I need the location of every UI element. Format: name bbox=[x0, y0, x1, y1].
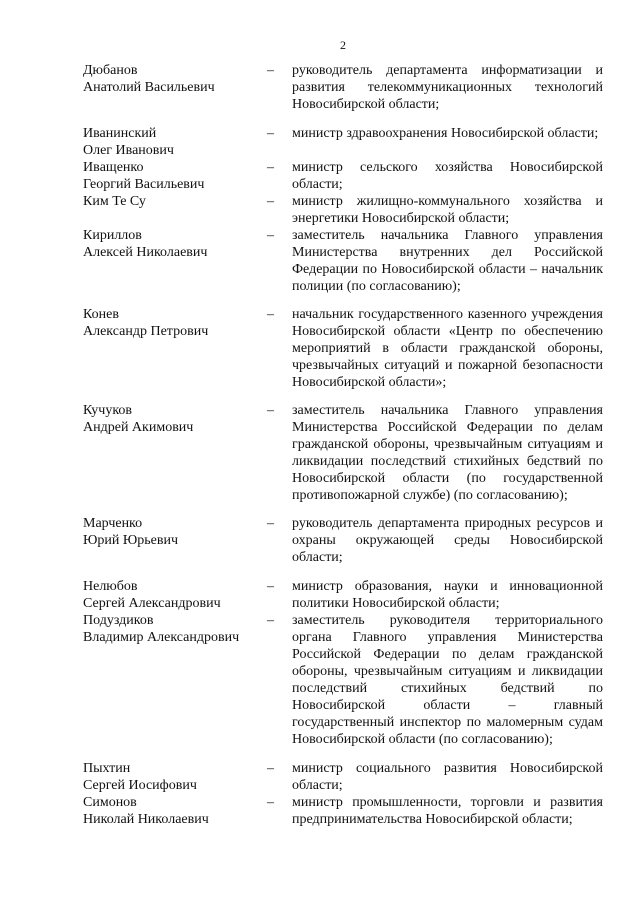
member-entry bbox=[83, 578, 603, 612]
member-position: министр социального развития Новосибирской области; bbox=[292, 761, 603, 793]
member-given-names: Анатолий Васильевич bbox=[83, 80, 215, 95]
member-surname: Иванинский bbox=[83, 126, 157, 141]
member-given-names: Николай Николаевич bbox=[83, 812, 209, 827]
member-position: министр здравоохранения Новосибирской области; bbox=[292, 126, 599, 141]
member-entry bbox=[83, 62, 603, 113]
member-given-names: Алексей Николаевич bbox=[83, 245, 208, 260]
member-given-names: Андрей Акимович bbox=[83, 420, 194, 435]
member-position: министр образования, науки и инновационной политики Новосибирской области; bbox=[292, 579, 603, 611]
separator-dash: – bbox=[267, 307, 274, 322]
member-given-names: Сергей Иосифович bbox=[83, 778, 197, 793]
separator-dash: – bbox=[267, 795, 274, 810]
member-entry bbox=[83, 159, 603, 193]
member-name bbox=[83, 193, 264, 210]
member-name bbox=[83, 578, 264, 612]
member-name bbox=[83, 62, 264, 96]
member-position: заместитель начальника Главного управления Министерства Российской Федерации по делам гражданской обороны, чрезвычайным ситуациям и ликвидации последствий стихийных бедствий по Новосибирской области (по государственной противопожарной службе) (по согласованию); bbox=[292, 403, 603, 503]
member-position: начальник государственного казенного учреждения Новосибирской области «Центр по обеспечению мероприятий в области гражданской обороны, чрезвычайных ситуаций и пожарной безопасности Новосибирской области»; bbox=[292, 307, 603, 390]
member-name bbox=[83, 159, 264, 193]
member-given-names: Олег Иванович bbox=[83, 143, 174, 158]
member-surname: Марченко bbox=[83, 516, 143, 531]
member-entry bbox=[83, 193, 603, 227]
separator-dash: – bbox=[267, 579, 274, 594]
member-given-names: Георгий Васильевич bbox=[83, 177, 205, 192]
member-surname: Ким Те Су bbox=[83, 194, 146, 209]
member-name bbox=[83, 402, 264, 436]
member-surname: Пыхтин bbox=[83, 761, 131, 776]
separator-dash: – bbox=[267, 516, 274, 531]
member-name bbox=[83, 760, 264, 794]
separator-dash: – bbox=[267, 403, 274, 418]
separator-dash: – bbox=[267, 761, 274, 776]
member-entry bbox=[83, 794, 603, 828]
member-surname: Симонов bbox=[83, 795, 137, 810]
member-position: министр сельского хозяйства Новосибирской области; bbox=[292, 160, 603, 192]
member-position: руководитель департамента информатизации и развития телекоммуникационных технологий Новосибирской области; bbox=[292, 63, 603, 112]
member-list bbox=[83, 62, 603, 828]
member-surname: Кучуков bbox=[83, 403, 133, 418]
member-position: руководитель департамента природных ресурсов и охраны окружающей среды Новосибирской области; bbox=[292, 516, 603, 565]
member-position: заместитель руководителя территориального органа Главного управления Министерства Российской Федерации по делам гражданской обороны, чрезвычайным ситуациям и ликвидации последствий стихийных бедствий по Новосибирской области – главный государственный инспектор по маломерным судам Новосибирской области (по согласованию); bbox=[292, 613, 603, 747]
member-entry bbox=[83, 612, 603, 748]
separator-dash: – bbox=[267, 194, 274, 209]
separator-dash: – bbox=[267, 228, 274, 243]
member-given-names: Юрий Юрьевич bbox=[83, 533, 179, 548]
member-name bbox=[83, 125, 264, 159]
member-given-names: Александр Петрович bbox=[83, 324, 209, 339]
member-surname: Дюбанов bbox=[83, 63, 138, 78]
member-position: министр промышленности, торговли и развития предпринимательства Новосибирской области; bbox=[292, 795, 603, 827]
separator-dash: – bbox=[267, 160, 274, 175]
member-entry bbox=[83, 306, 603, 391]
member-name bbox=[83, 306, 264, 340]
member-name bbox=[83, 794, 264, 828]
page-number: 2 bbox=[340, 38, 346, 52]
separator-dash: – bbox=[267, 126, 274, 141]
member-entry bbox=[83, 227, 603, 295]
member-position: заместитель начальника Главного управления Министерства внутренних дел Российской Федерации по Новосибирской области – начальник полиции (по согласованию); bbox=[292, 228, 603, 294]
member-given-names: Сергей Александрович bbox=[83, 596, 221, 611]
member-surname: Кириллов bbox=[83, 228, 142, 243]
member-surname: Конев bbox=[83, 307, 119, 322]
member-position: министр жилищно-коммунального хозяйства и энергетики Новосибирской области; bbox=[292, 194, 603, 226]
member-entry bbox=[83, 760, 603, 794]
member-entry bbox=[83, 402, 603, 504]
member-entry bbox=[83, 515, 603, 566]
member-entry bbox=[83, 125, 603, 159]
member-given-names: Владимир Александрович bbox=[83, 630, 240, 645]
member-surname: Нелюбов bbox=[83, 579, 138, 594]
separator-dash: – bbox=[267, 63, 274, 78]
separator-dash: – bbox=[267, 613, 274, 628]
member-surname: Подуздиков bbox=[83, 613, 154, 628]
member-surname: Ивaщенко bbox=[83, 160, 144, 175]
member-name bbox=[83, 227, 264, 261]
member-name bbox=[83, 515, 264, 549]
member-name bbox=[83, 612, 264, 646]
